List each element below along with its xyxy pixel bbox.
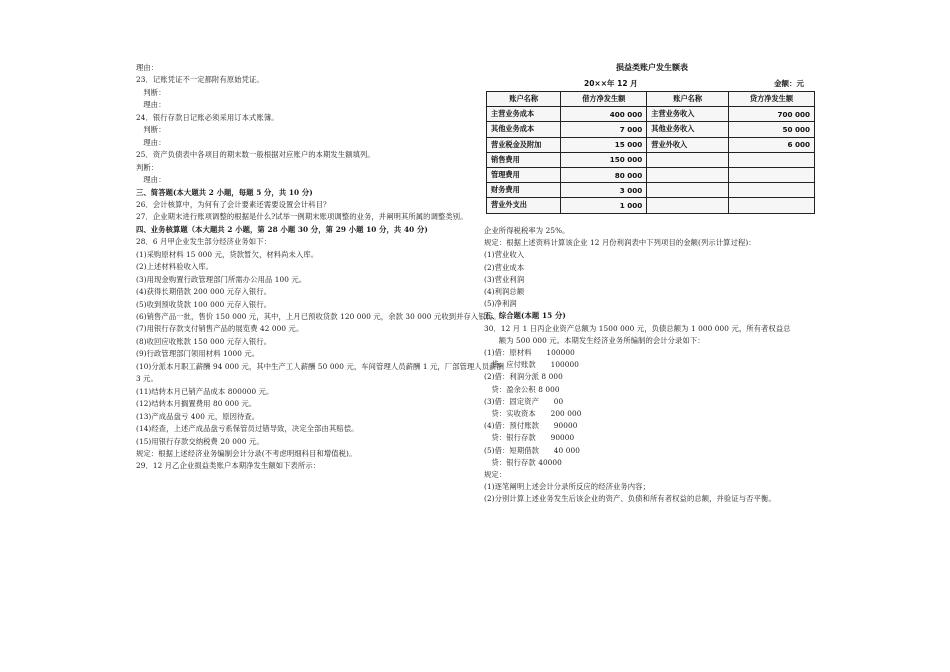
text-line: (10)分派本月职工薪酬 94 000 元，其中生产工人薪酬 50 000 元，车间管理人员薪酬 1 元，厂部管理人员薪酬 xyxy=(136,361,504,371)
text-line: 理由： xyxy=(136,175,166,185)
text-line: (5)收到预收货款 100 000 元存入银行。 xyxy=(136,299,272,309)
text-line: (7)用银行存款支付销售产品的展览费 42 000 元。 xyxy=(136,324,304,334)
text-line: 贷：实收资本 200 000 xyxy=(484,409,582,418)
table-cell: 6 000 xyxy=(728,137,814,152)
table-cell: 7 000 xyxy=(561,122,647,137)
text-line: (6)销售产品一批，售价 150 000 元，其中，上月已预收货款 120 000 元，余款 30 000 元收到并存入银行。 xyxy=(136,312,501,321)
text-line: 23．记账凭证不一定都附有原始凭证。 xyxy=(136,75,264,85)
table-cell: 700 000 xyxy=(728,107,814,122)
text-line: (2)借：利润分派 8 000 xyxy=(484,372,563,382)
text-line: 额为 500 000 元。本期发生经济业务所编制的会计分录如下： xyxy=(484,335,705,345)
table-cell: 销售费用 xyxy=(487,152,561,167)
text-line: (2)分别计算上述业务发生后该企业的资产、负债和所有者权益的总额，并验证与否平衡。 xyxy=(484,494,776,504)
text-line: 26．会计核算中，为何有了会计要素还需要设置会计科目？ xyxy=(136,199,331,209)
table-row xyxy=(487,167,815,182)
table-row xyxy=(487,137,815,152)
text-line: 27．企业期末进行账项调整的根据是什么?试举一例期末账项调整的业务，并阐明其所属的调整类别。 xyxy=(136,212,468,222)
table-row xyxy=(487,107,815,122)
table-cell: 营业外收入 xyxy=(647,137,729,152)
table-unit: 金额：元 xyxy=(774,79,804,88)
text-line: 3 元。 xyxy=(136,374,158,384)
table-cell: 1 000 xyxy=(561,198,647,213)
text-line: (2)营业成本 xyxy=(484,262,525,272)
table-header-cell: 账户名称 xyxy=(487,92,561,107)
table-row xyxy=(487,183,815,198)
text-line: (3)借：固定资产 00 xyxy=(484,396,564,406)
text-line: (1)逐笔阐明上述会计分录所反应的经济业务内容； xyxy=(484,482,650,492)
text-line: (2)上述材料验收入库。 xyxy=(136,262,214,272)
table-cell: 管理费用 xyxy=(487,167,561,182)
text-line: 理由： xyxy=(136,100,166,110)
section-heading: 三、简答题(本大题共 2 小题，每题 5 分，共 10 分) xyxy=(136,187,313,197)
section-heading: 五、综合题(本题 15 分) xyxy=(484,311,566,321)
table-cell xyxy=(647,152,729,167)
table-header-cell: 借方净发生额 xyxy=(561,92,647,107)
text-line: 判断： xyxy=(136,87,166,97)
text-line: 贷：银行存款 40000 xyxy=(484,457,562,467)
text-line: (1)采购原材料 15 000 元，贷款暂欠，材料尚未入库。 xyxy=(136,249,319,259)
table-cell: 营业税金及附加 xyxy=(487,137,561,152)
text-line: (4)利润总额 xyxy=(484,287,525,296)
text-line: (12)结转本月搁置费用 80 000 元。 xyxy=(136,399,257,409)
table-header-cell: 贷方净发生额 xyxy=(728,92,814,107)
table-cell xyxy=(728,167,814,182)
text-line: (11)结转本月已销产品成本 800000 元。 xyxy=(136,386,274,396)
text-line: (1)借：原材料 100000 xyxy=(484,348,575,357)
text-line: (8)收回应收账款 150 000 元存入银行。 xyxy=(136,336,272,346)
text-line: (14)经查，上述产成品盘亏系保管员过错导致，决定全部由其赔偿。 xyxy=(136,424,359,434)
section-heading: 四、业务核算题（本大题共 2 小题，第 28 小题 30 分，第 29 小题 10 分，共 40 分) xyxy=(136,224,428,234)
table-header-cell: 账户名称 xyxy=(647,92,729,107)
table-cell xyxy=(647,183,729,198)
income-account-table xyxy=(486,91,815,214)
table-period: 20××年 12 月 xyxy=(584,79,638,88)
table-cell xyxy=(647,167,729,182)
text-line: 贷：盈余公积 8 000 xyxy=(484,384,560,394)
text-line: (5)净利润 xyxy=(484,299,517,309)
table-cell: 15 000 xyxy=(561,137,647,152)
text-line: 判断： xyxy=(136,162,159,172)
table-cell: 主营业务收入 xyxy=(647,107,729,122)
table-row xyxy=(487,198,815,213)
text-line: 规定： xyxy=(484,470,507,479)
table-cell: 营业外支出 xyxy=(487,198,561,213)
table-cell: 80 000 xyxy=(561,167,647,182)
text-line: 28．6 月甲企业发生部分经济业务如下： xyxy=(136,237,271,247)
table-cell: 3 000 xyxy=(561,183,647,198)
income-account-table-figure xyxy=(484,60,820,220)
text-line: (15)用银行存款交纳税费 20 000 元。 xyxy=(136,436,264,446)
text-line: (9)行政管理部门领用材料 1000 元。 xyxy=(136,349,260,359)
text-line: 24．银行存款日记账必须采用订本式账簿。 xyxy=(136,112,279,122)
text-line: 规定：根据上述资料计算该企业 12 月份利润表中下列项目的金额(列示计算过程)： xyxy=(484,238,756,248)
table-cell: 主营业务成本 xyxy=(487,107,561,122)
table-cell: 其他业务收入 xyxy=(647,122,729,137)
text-line: 贷：银行存款 90000 xyxy=(484,433,575,443)
text-line: (4)获得长期借款 200 000 元存入银行。 xyxy=(136,287,272,297)
text-line: 25．资产负债表中各项目的期末数一般根据对应账户的本期发生额填列。 xyxy=(136,150,375,160)
text-line: 规定：根据上述经济业务编制会计分录(不考虑明细科目和增值税)。 xyxy=(136,448,357,458)
table-cell: 财务费用 xyxy=(487,183,561,198)
text-line: (3)营业利润 xyxy=(484,274,525,284)
table-cell xyxy=(728,183,814,198)
table-row xyxy=(487,122,815,137)
text-line: (3)用现金购置行政管理部门所需办公用品 100 元。 xyxy=(136,274,307,284)
text-line: 30．12 月 1 日丙企业资产总额为 1500 000 元，负债总额为 1 000 000 元，所有者权益总 xyxy=(484,323,791,333)
text-line: (1)营业收入 xyxy=(484,250,525,260)
table-cell: 50 000 xyxy=(728,122,814,137)
table-cell xyxy=(647,198,729,213)
text-line: 贷：应付账款 100000 xyxy=(484,360,580,370)
text-line: (13)产成品盘亏 400 元，原因待查。 xyxy=(136,411,260,421)
text-line: 理由： xyxy=(136,137,166,147)
table-title: 损益类账户发生额表 xyxy=(616,63,688,72)
text-line: 判断： xyxy=(136,125,166,135)
text-line: 企业所得税税率为 25%。 xyxy=(484,226,570,235)
text-line: (4)借：预付账款 90000 xyxy=(484,421,578,431)
table-header-row xyxy=(487,92,815,107)
table-cell: 150 000 xyxy=(561,152,647,167)
table-cell xyxy=(728,152,814,167)
table-cell: 400 000 xyxy=(561,107,647,122)
table-row xyxy=(487,152,815,167)
table-cell: 其他业务成本 xyxy=(487,122,561,137)
table-cell xyxy=(728,198,814,213)
text-line: (5)借：短期借款 40 000 xyxy=(484,445,580,455)
text-line: 理由： xyxy=(136,63,159,72)
text-line: 29．12 月乙企业损益类账户本期净发生额如下表所示： xyxy=(136,461,321,471)
